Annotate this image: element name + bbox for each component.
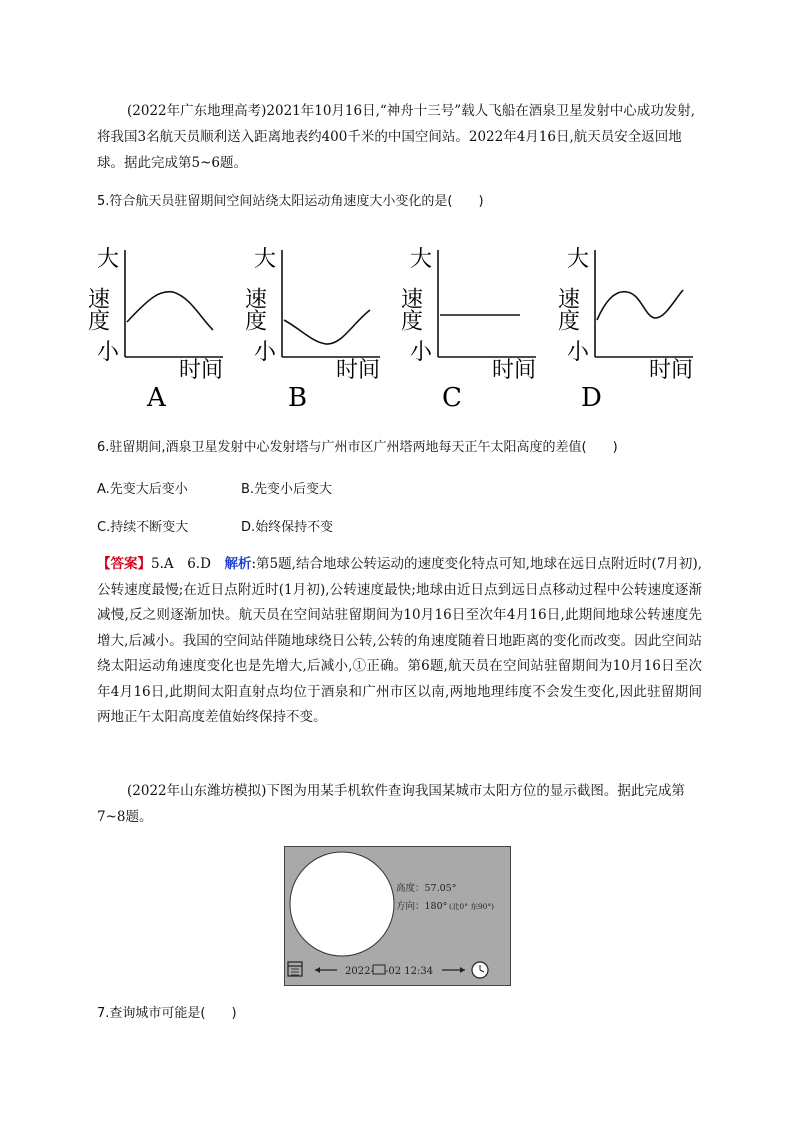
graph-a-y-label: 速度	[84, 287, 110, 331]
answer-key: 5.A 6.D	[151, 556, 225, 572]
q6-option-a[interactable]: A.先变大后变小	[97, 482, 188, 497]
graph-c-y-label: 速度	[397, 287, 423, 331]
question-7: 7.查询城市可能是( )	[97, 1006, 237, 1021]
sky-dial-circle	[290, 852, 394, 956]
analysis-label: 解析	[224, 556, 252, 572]
sun-azimuth-note: (北0° 东90°)	[449, 902, 495, 911]
answer-tag: 【答案】	[97, 556, 152, 572]
intro-paragraph-1: (2022年广东地理高考)2021年10月16日,“神舟十三号”载人飞船在酒泉卫星发射中心成功发射,将我国3名航天员顺利送入距离地表约400千米的中国空间站。2022年4月16日,航天员安全返回地球。据此完成第5~6题。	[97, 103, 695, 171]
graph-d-y-label: 速度	[554, 287, 580, 331]
date-time-text: -02 12:34	[385, 966, 434, 977]
graph-a	[85, 247, 224, 413]
graph-b-y-big: 大	[254, 247, 277, 272]
graph-b-letter: B	[288, 383, 308, 413]
graph-c-x-label: 时间	[492, 358, 537, 383]
calendar-icon[interactable]	[288, 962, 302, 976]
graph-b	[242, 247, 381, 413]
q6-option-c[interactable]: C.持续不断变大	[97, 520, 189, 535]
graph-a-curve	[127, 292, 213, 330]
intro-paragraph-2: (2022年山东潍坊模拟)下图为用某手机软件查询我国某城市太阳方位的显示截图。据此完成第7~8题。	[97, 783, 685, 825]
graph-a-y-big: 大	[97, 247, 120, 272]
answer-paragraph	[97, 552, 702, 731]
clock-icon[interactable]	[472, 962, 488, 978]
graph-d-y-small: 小	[567, 340, 590, 365]
graph-c-letter: C	[442, 383, 462, 413]
speed-graphs	[84, 242, 695, 413]
graph-a-y-small: 小	[97, 340, 120, 365]
graph-d-letter: D	[581, 383, 602, 413]
sun-position-app-screenshot	[284, 846, 511, 986]
graph-b-curve	[284, 310, 370, 344]
graph-c-y-big: 大	[410, 247, 433, 272]
graph-b-y-label: 速度	[241, 287, 267, 331]
sun-azimuth-text: 方向：180°	[396, 901, 448, 912]
analysis-text: :第5题,结合地球公转运动的速度变化特点可知,地球在远日点附近时(7月初),公转速度最慢;在近日点附近时(1月初),公转速度最快;地球由近日点到远日点移动过程中公转速度逐渐减慢,反之则逐渐加快。航天员在空间站驻留期间为10月16日至次年4月16日,此期间地球公转速度先增大,后减小。我国的空间站伴随地球绕日公转,公转的角速度随着日地距离的变化而改变。因此空间站绕太阳运动角速度变化也是先增大,后减小,①正确。第6题,航天员在空间站驻留期间为10月16日至次年4月16日,此期间太阳直射点均位于酒泉和广州市区以南,两地地理纬度不会发生变化,因此驻留期间两地正午太阳高度差值始终保持不变。	[97, 556, 703, 725]
prev-arrow-icon[interactable]	[315, 967, 337, 973]
question-6: 6.驻留期间,酒泉卫星发射中心发射塔与广州市区广州塔两地每天正午太阳高度的差值( )	[97, 440, 618, 455]
sun-altitude-text: 高度：57.05°	[396, 883, 457, 894]
graph-c	[398, 247, 537, 413]
next-arrow-icon[interactable]	[442, 967, 465, 973]
graph-b-y-small: 小	[254, 340, 277, 365]
q6-option-b[interactable]: B.先变小后变大	[241, 482, 333, 497]
graph-d	[555, 247, 694, 413]
graph-b-x-label: 时间	[336, 358, 381, 383]
graph-a-x-label: 时间	[179, 358, 224, 383]
date-text: 2022-	[345, 966, 374, 977]
graph-d-curve	[597, 290, 683, 320]
q6-option-d[interactable]: D.始终保持不变	[241, 520, 334, 535]
date-month-box[interactable]	[373, 965, 385, 974]
graph-d-y-big: 大	[567, 247, 590, 272]
graph-a-letter: A	[147, 383, 166, 413]
question-5: 5.符合航天员驻留期间空间站绕太阳运动角速度大小变化的是( )	[97, 194, 484, 209]
graph-c-y-small: 小	[410, 340, 433, 365]
graph-d-x-label: 时间	[649, 358, 694, 383]
